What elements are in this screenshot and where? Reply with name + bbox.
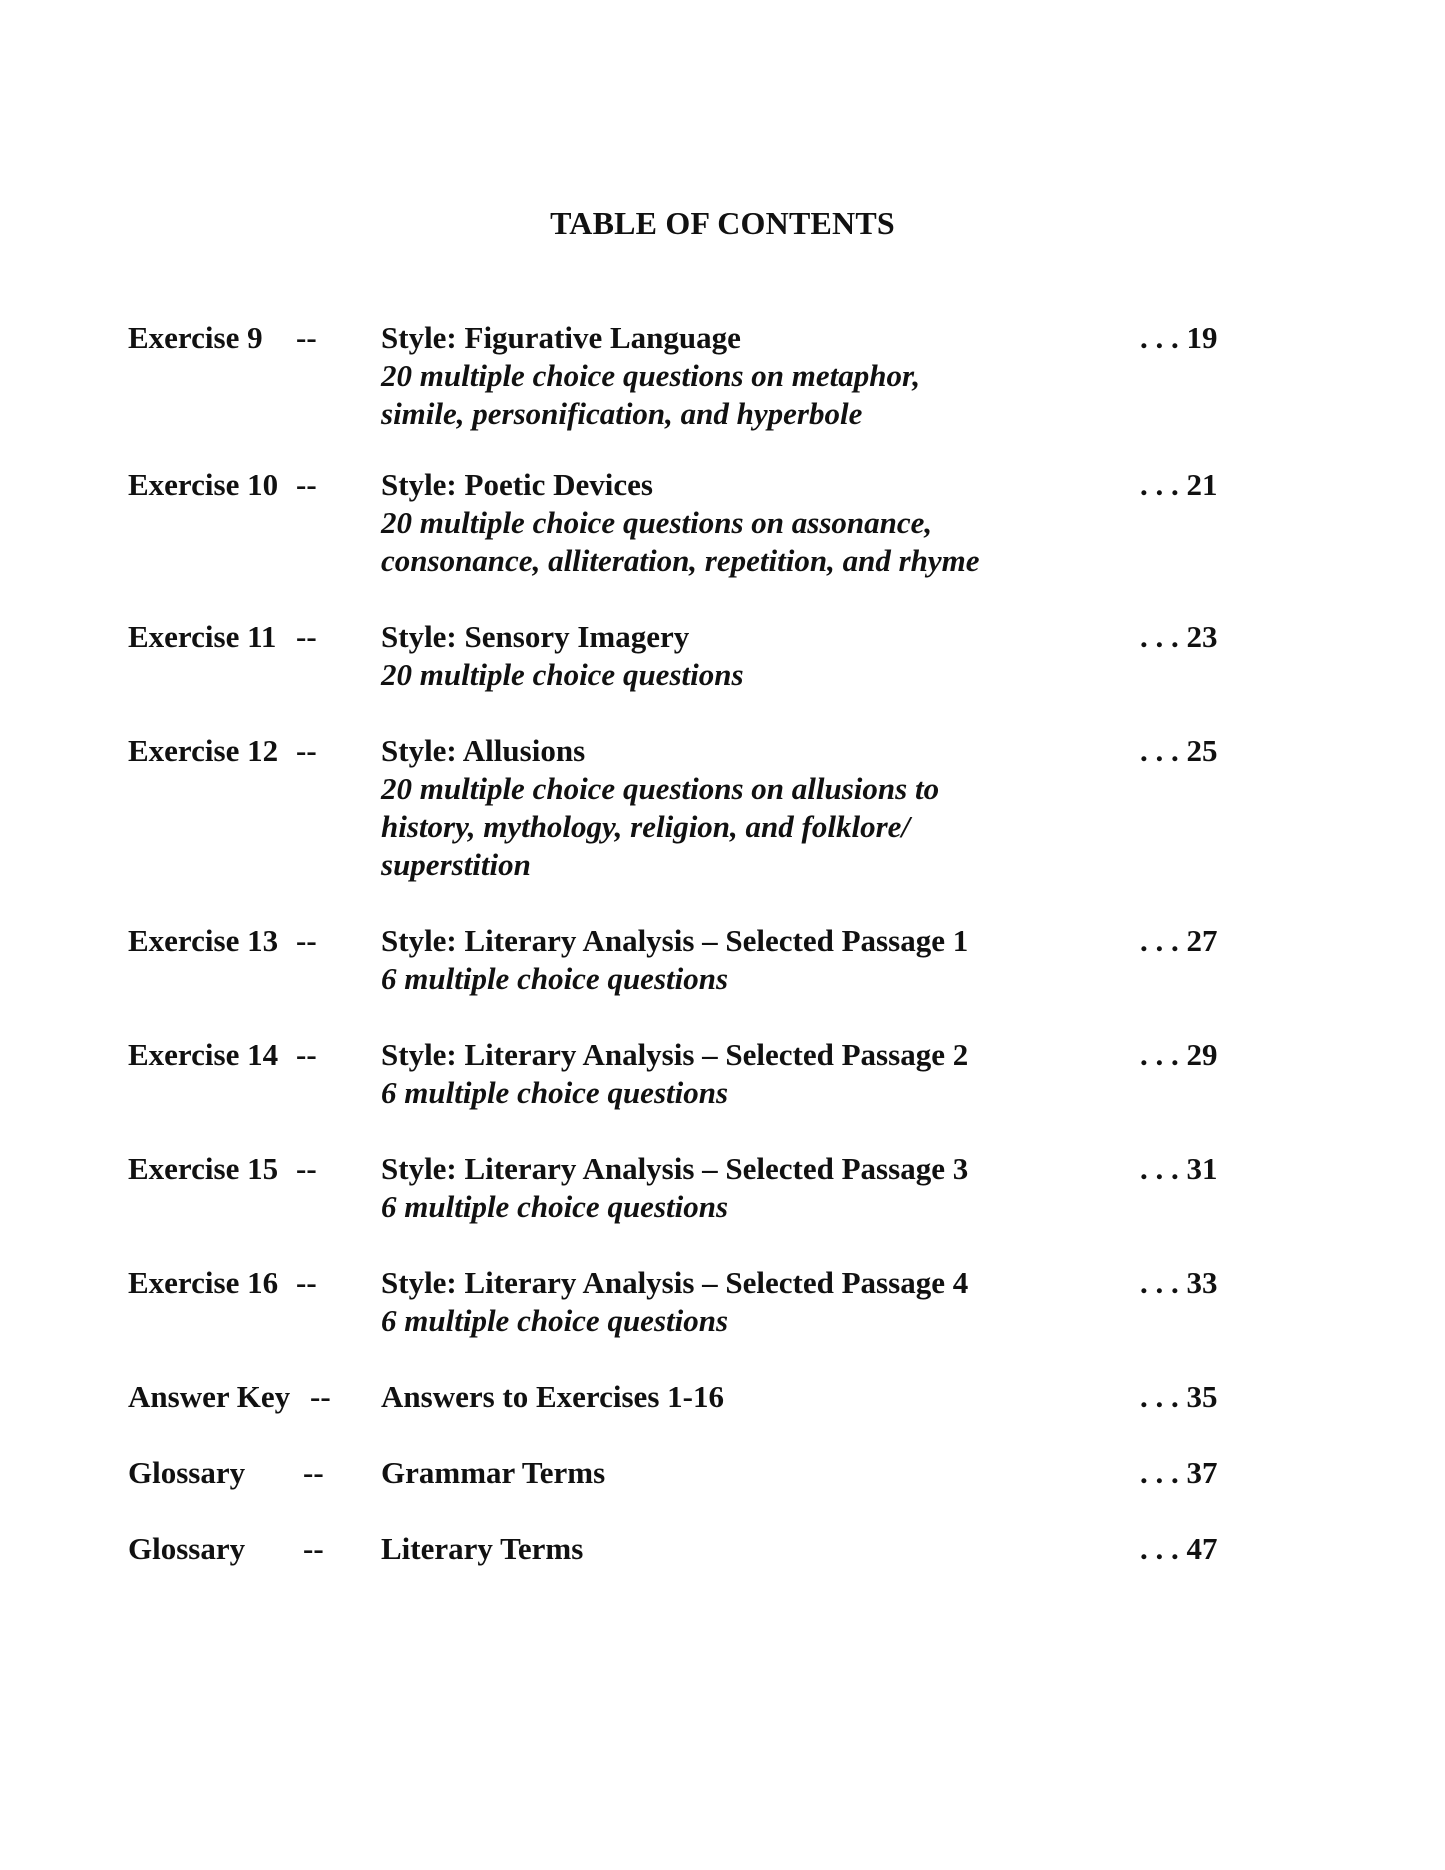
toc-entry-description: superstition bbox=[381, 847, 531, 882]
toc-entry-body bbox=[381, 1264, 1101, 1340]
toc-entry-body bbox=[381, 922, 1101, 998]
toc-entry-body bbox=[381, 466, 1101, 580]
toc-entry-description: 6 multiple choice questions bbox=[381, 1075, 729, 1110]
toc-entry-title: Style: Literary Analysis – Selected Passage 4 bbox=[381, 1265, 969, 1300]
toc-entry-page-number: . . . 19 bbox=[1140, 320, 1218, 355]
toc-entry-separator: -- bbox=[303, 1455, 324, 1490]
toc-entry-separator: -- bbox=[296, 1151, 317, 1186]
toc-entry-description: 20 multiple choice questions on metaphor, bbox=[381, 358, 921, 393]
toc-entry-title: Style: Sensory Imagery bbox=[381, 619, 690, 654]
toc-entry-description: simile, personification, and hyperbole bbox=[381, 396, 863, 431]
toc-entry-body bbox=[381, 1454, 1101, 1492]
toc-entry-description: 6 multiple choice questions bbox=[381, 961, 729, 996]
toc-entry-label: Exercise 12 bbox=[128, 733, 279, 768]
toc-entry-label: Answer Key bbox=[128, 1379, 291, 1414]
toc-entry-body bbox=[381, 1530, 1101, 1568]
toc-entry-page-number: . . . 21 bbox=[1140, 467, 1218, 502]
toc-entry-page-number: . . . 37 bbox=[1140, 1455, 1218, 1490]
toc-entry-page-number: . . . 47 bbox=[1140, 1531, 1218, 1566]
toc-entry-description: 20 multiple choice questions on allusions to bbox=[381, 771, 940, 806]
toc-entry-page-number: . . . 27 bbox=[1140, 923, 1218, 958]
toc-entry-body bbox=[381, 732, 1101, 884]
toc-entry-page-number: . . . 29 bbox=[1140, 1037, 1218, 1072]
toc-entry-body bbox=[381, 319, 1101, 433]
toc-entry-label: Exercise 11 bbox=[128, 619, 277, 654]
toc-entry-separator: -- bbox=[296, 320, 317, 355]
toc-entry-label: Exercise 9 bbox=[128, 320, 263, 355]
toc-entry-label: Exercise 14 bbox=[128, 1037, 279, 1072]
toc-entry-title: Style: Poetic Devices bbox=[381, 467, 653, 502]
toc-entry-title: Grammar Terms bbox=[381, 1455, 606, 1490]
toc-entry-label: Exercise 15 bbox=[128, 1151, 279, 1186]
toc-entry-title: Style: Figurative Language bbox=[381, 320, 741, 355]
toc-entry-separator: -- bbox=[303, 1531, 324, 1566]
toc-entry-separator: -- bbox=[296, 619, 317, 654]
toc-entry-title: Style: Literary Analysis – Selected Passage 2 bbox=[381, 1037, 969, 1072]
toc-entry-body bbox=[381, 1378, 1101, 1416]
page-title: TABLE OF CONTENTS bbox=[550, 205, 895, 241]
toc-entry-page-number: . . . 33 bbox=[1140, 1265, 1218, 1300]
toc-entry-page-number: . . . 31 bbox=[1140, 1151, 1218, 1186]
toc-entry-label: Glossary bbox=[128, 1455, 246, 1490]
toc-entry-description: 20 multiple choice questions on assonance, bbox=[381, 505, 933, 540]
toc-entry-body bbox=[381, 618, 1101, 694]
toc-entry-separator: -- bbox=[296, 923, 317, 958]
toc-entry-label: Exercise 16 bbox=[128, 1265, 279, 1300]
toc-entry-separator: -- bbox=[296, 467, 317, 502]
toc-entry-title: Style: Literary Analysis – Selected Passage 3 bbox=[381, 1151, 969, 1186]
toc-entry-description: 20 multiple choice questions bbox=[381, 657, 744, 692]
toc-entry-description: 6 multiple choice questions bbox=[381, 1303, 729, 1338]
toc-entry-label: Exercise 13 bbox=[128, 923, 279, 958]
toc-entry-label: Glossary bbox=[128, 1531, 246, 1566]
toc-entry-body bbox=[381, 1036, 1101, 1112]
toc-entry-page-number: . . . 23 bbox=[1140, 619, 1218, 654]
toc-entry-title: Literary Terms bbox=[381, 1531, 584, 1566]
toc-entry-separator: -- bbox=[296, 1265, 317, 1300]
toc-entry-title: Answers to Exercises 1-16 bbox=[381, 1379, 724, 1414]
toc-entry-separator: -- bbox=[310, 1379, 331, 1414]
toc-entry-label: Exercise 10 bbox=[128, 467, 279, 502]
toc-entry-separator: -- bbox=[296, 1037, 317, 1072]
toc-entry-page-number: . . . 25 bbox=[1140, 733, 1218, 768]
toc-entry-body bbox=[381, 1150, 1101, 1226]
toc-entry-page-number: . . . 35 bbox=[1140, 1379, 1218, 1414]
toc-entry-title: Style: Literary Analysis – Selected Passage 1 bbox=[381, 923, 969, 958]
toc-entry-title: Style: Allusions bbox=[381, 733, 586, 768]
toc-entry-description: history, mythology, religion, and folklore/ bbox=[381, 809, 911, 844]
toc-entry-description: consonance, alliteration, repetition, and rhyme bbox=[381, 543, 980, 578]
toc-entry-description: 6 multiple choice questions bbox=[381, 1189, 729, 1224]
toc-entry-separator: -- bbox=[296, 733, 317, 768]
